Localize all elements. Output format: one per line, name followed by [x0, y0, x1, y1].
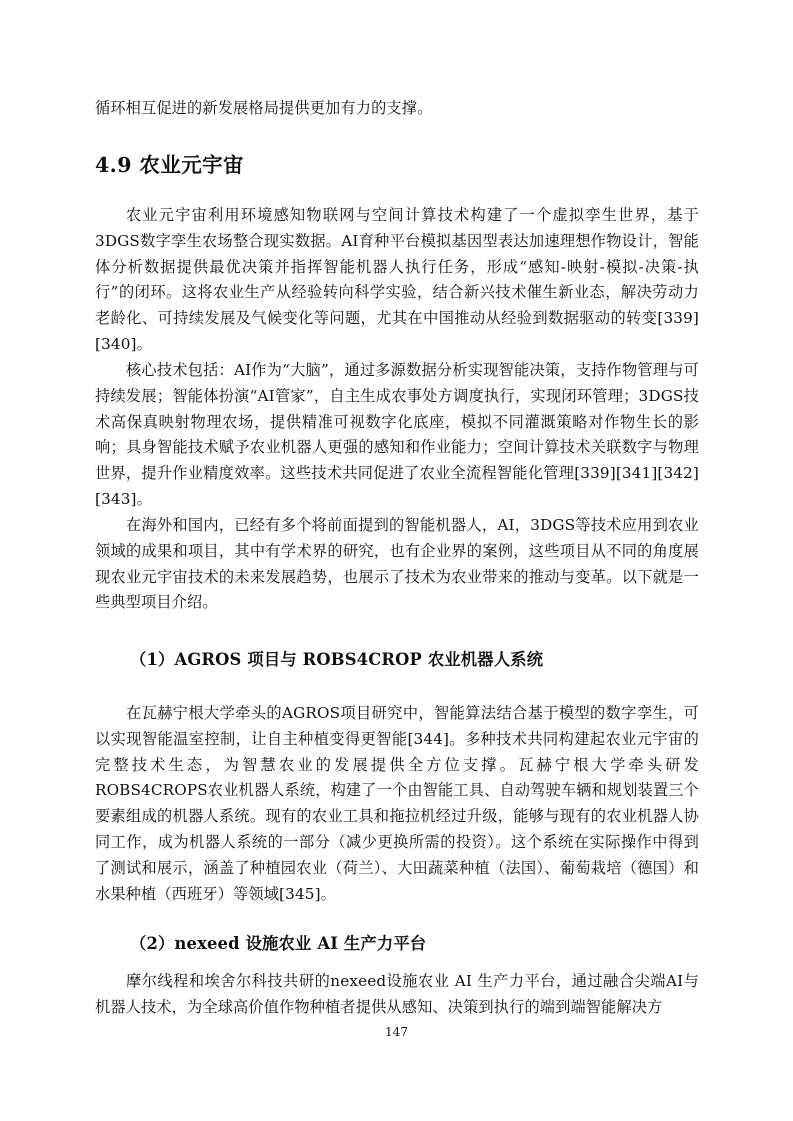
subsection-paragraph-2: 摩尔线程和埃舍尔科技共研的nexeed设施农业 AI 生产力平台，通过融合尖端AI与机器人技术，为全球高价值作物种植者提供从感知、决策到执行的端到端智能解决方 [95, 972, 699, 1016]
subsection-heading-1: （1）AGROS 项目与 ROBS4CROP 农业机器人系统 [130, 650, 544, 669]
subsection-paragraph-1: 在瓦赫宁根大学牵头的AGROS项目研究中，智能算法结合基于模型的数字孪生，可以实现智能温室控制，让自主种植变得更智能[344]。多种技术共同构建起农业元宇宙的完整技术生态，为智慧农业的发展提供全方位支撑。瓦赫宁根大学牵头研发ROBS4CROPS农业机器人系统，构建了一个由智能工具、自动驾驶车辆和规划装置三个要素组成的机器人系统。现有的农业工具和拖拉机经过升级，能够与现有的农业机器人协同工作，成为机器人系统的一部分（减少更换所需的投资）。这个系统在实际操作中得到了测试和展示，涵盖了种植园农业（荷兰）、大田蔬菜种植（法国）、葡萄栽培（德国）和水果种植（西班牙）等领域[345]。 [95, 704, 699, 903]
lead-paragraph: 循环相互促进的新发展格局提供更加有力的支撑。 [95, 99, 433, 117]
section-paragraph-2: 核心技术包括：AI作为“大脑”，通过多源数据分析实现智能决策，支持作物管理与可持续发展；智能体扮演“AI管家”，自主生成农事处方调度执行，实现闭环管理；3DGS技术高保真映射物理农场，提供精准可视数字化底座，模拟不同灌溉策略对作物生长的影响；具身智能技术赋予农业机器人更强的感知和作业能力；空间计算技术关联数字与物理世界，提升作业精度效率。这些技术共同促进了农业全流程智能化管理[339][341][342][343]。 [95, 361, 699, 508]
page-number: 147 [385, 1025, 408, 1039]
subsection-heading-2: （2）nexeed 设施农业 AI 生产力平台 [130, 934, 427, 953]
section-paragraph-3: 在海外和国内，已经有多个将前面提到的智能机器人，AI，3DGS等技术应用到农业领域的成果和项目，其中有学术界的研究，也有企业界的案例，这些项目从不同的角度展现农业元宇宙技术的未来发展趋势，也展示了技术为农业带来的推动与变革。以下就是一些典型项目介绍。 [95, 516, 699, 612]
section-heading: 4.9 农业元宇宙 [95, 153, 244, 177]
section-paragraph-1: 农业元宇宙利用环境感知物联网与空间计算技术构建了一个虚拟孪生世界，基于3DGS数字孪生农场整合现实数据。AI育种平台模拟基因型表达加速理想作物设计，智能体分析数据提供最优决策并指挥智能机器人执行任务，形成“感知-映射-模拟-决策-执行”的闭环。这将农业生产从经验转向科学实验，结合新兴技术催生新业态，解决劳动力老龄化、可持续发展及气候变化等问题，尤其在中国推动从经验到数据驱动的转变[339][340]。 [95, 206, 699, 353]
